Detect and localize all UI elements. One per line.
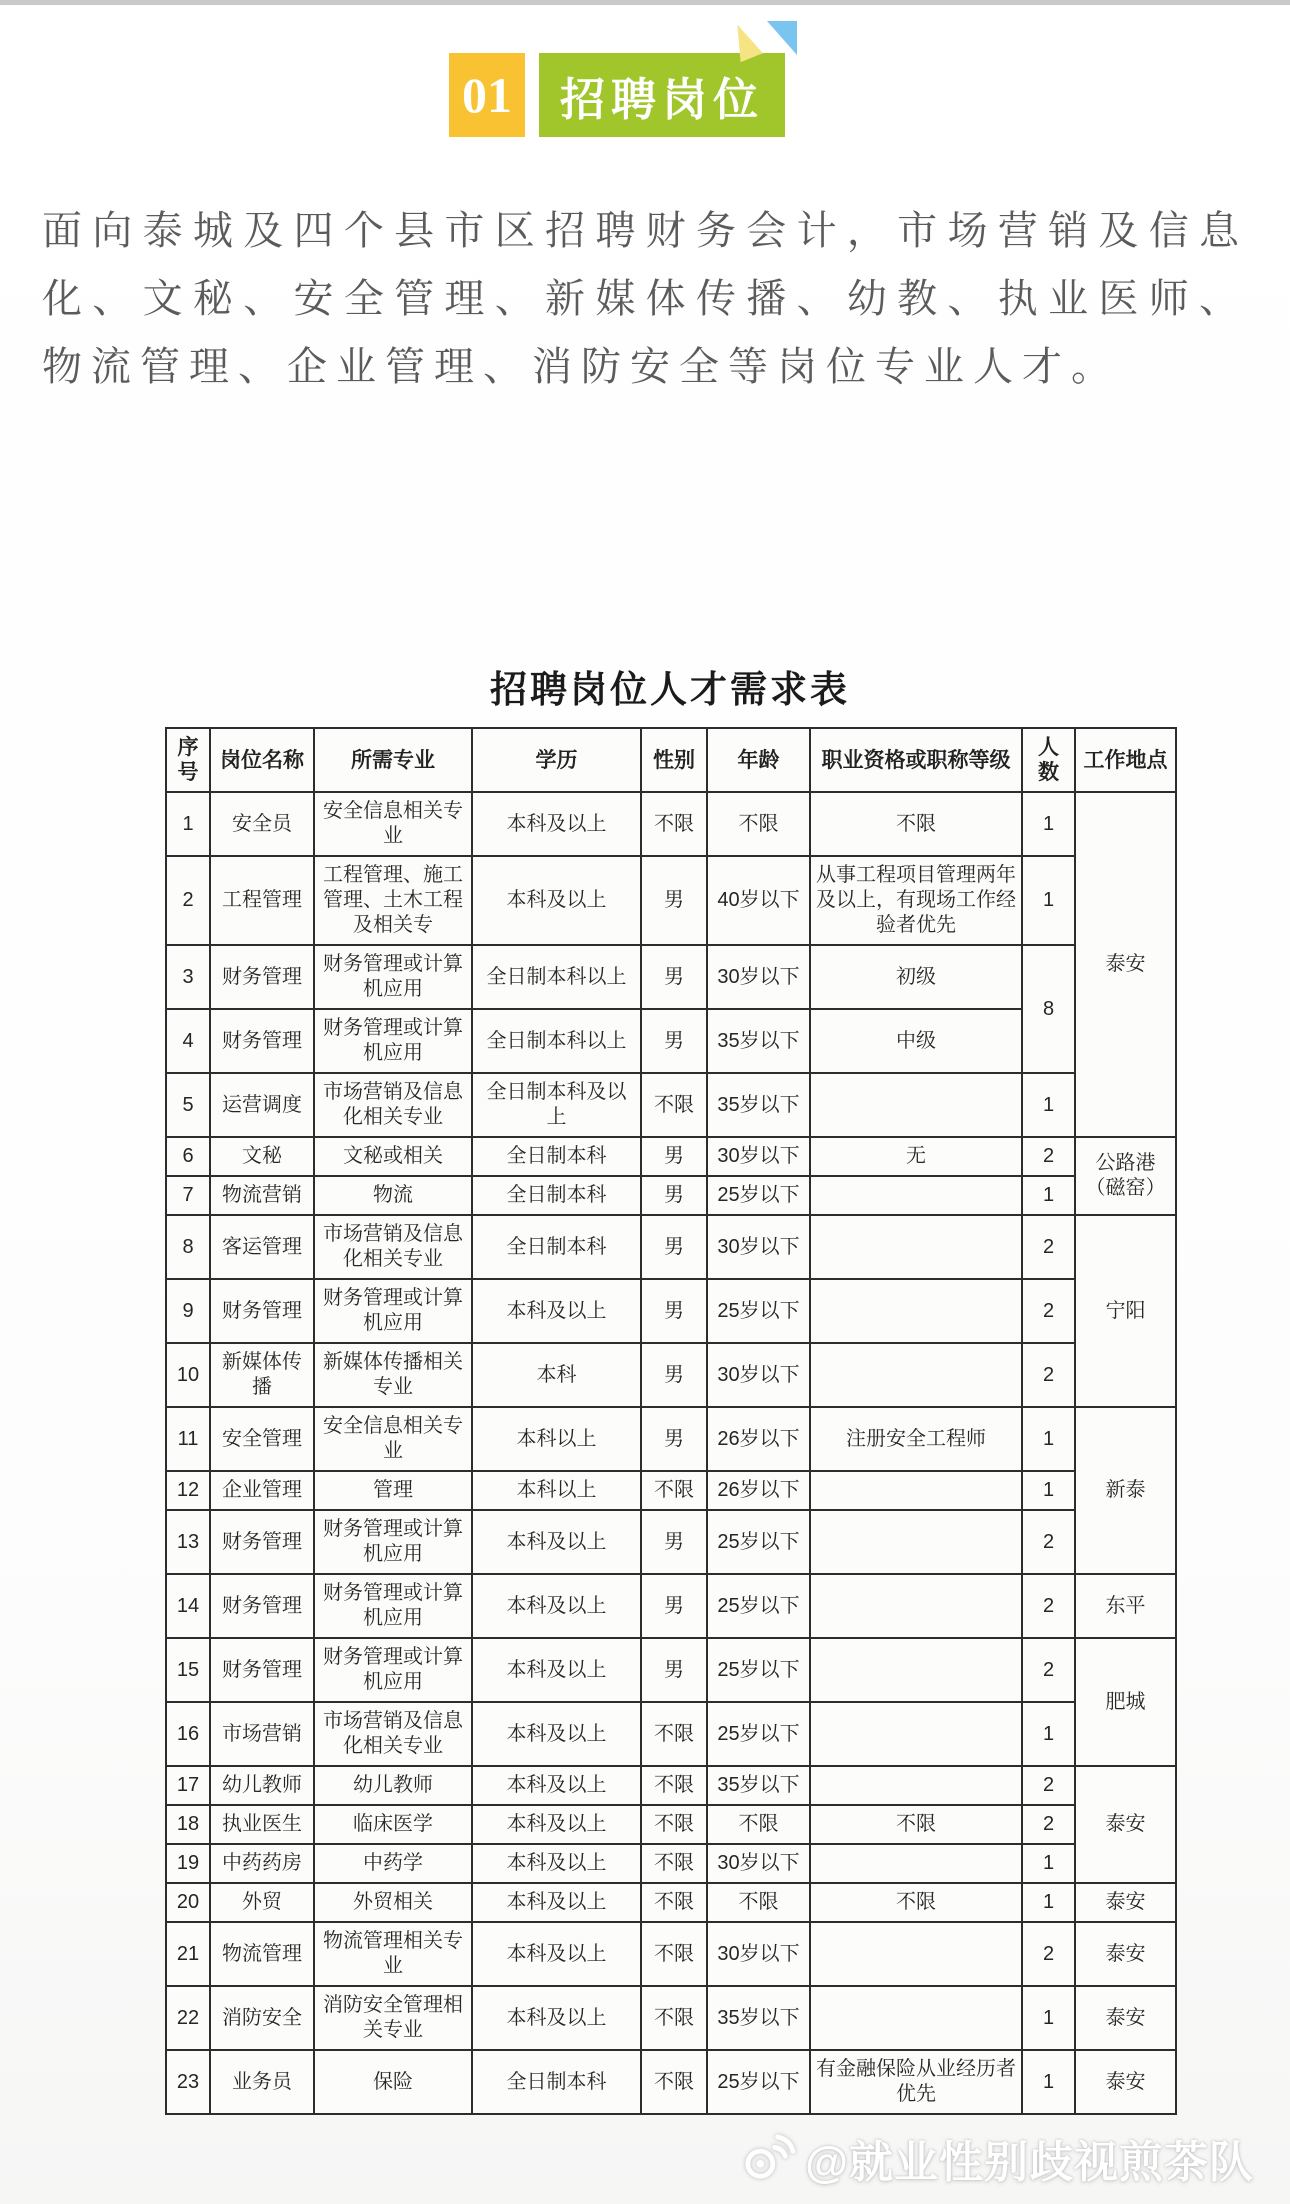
table-cell: 本科及以上 [472, 1766, 641, 1805]
table-cell: 10 [166, 1343, 210, 1407]
table-cell: 1 [1022, 1883, 1075, 1922]
table-cell: 本科及以上 [472, 1510, 641, 1574]
table-cell [810, 1176, 1022, 1215]
table-cell: 13 [166, 1510, 210, 1574]
table-title: 招聘岗位人才需求表 [490, 670, 850, 711]
table-cell: 不限 [641, 1844, 707, 1883]
table-cell: 30岁以下 [707, 1343, 810, 1407]
table-cell: 工程管理 [210, 856, 314, 945]
table-cell: 本科及以上 [472, 856, 641, 945]
table-cell [810, 1922, 1022, 1986]
requirements-table [165, 727, 1177, 2115]
table-cell: 男 [641, 1279, 707, 1343]
table-cell: 2 [1022, 1137, 1075, 1176]
col-header-position: 岗位名称 [210, 728, 314, 792]
table-cell [810, 1471, 1022, 1510]
table-cell: 1 [1022, 1407, 1075, 1471]
table-cell: 25岁以下 [707, 1510, 810, 1574]
table-row [166, 1137, 1176, 1176]
table-cell: 2 [1022, 1574, 1075, 1638]
table-cell: 1 [1022, 792, 1075, 856]
table-cell: 30岁以下 [707, 1922, 810, 1986]
table-cell: 财务管理 [210, 1638, 314, 1702]
table-cell: 幼儿教师 [210, 1766, 314, 1805]
table-header-row [166, 728, 1176, 792]
table-cell: 1 [1022, 1176, 1075, 1215]
table-row [166, 1471, 1176, 1510]
table-cell: 不限 [641, 1073, 707, 1137]
table-cell [810, 1702, 1022, 1766]
table-cell: 25岁以下 [707, 1638, 810, 1702]
triangle-decoration-yellow-icon [727, 20, 763, 62]
table-cell: 2 [1022, 1638, 1075, 1702]
table-cell: 5 [166, 1073, 210, 1137]
table-row [166, 1407, 1176, 1471]
table-cell: 运营调度 [210, 1073, 314, 1137]
table-cell: 男 [641, 1009, 707, 1073]
table-cell: 中药学 [314, 1844, 472, 1883]
table-cell: 21 [166, 1922, 210, 1986]
table-cell: 管理 [314, 1471, 472, 1510]
table-cell: 25岁以下 [707, 1176, 810, 1215]
table-cell: 市场营销及信息化相关专业 [314, 1073, 472, 1137]
table-cell: 35岁以下 [707, 1073, 810, 1137]
table-cell: 19 [166, 1844, 210, 1883]
table-row [166, 1073, 1176, 1137]
section-title-box [539, 53, 785, 137]
table-cell [810, 1766, 1022, 1805]
table-cell: 全日制本科及以上 [472, 1073, 641, 1137]
table-cell: 泰安 [1075, 1922, 1176, 1986]
table-row [166, 1343, 1176, 1407]
table-cell: 25岁以下 [707, 2050, 810, 2114]
table-cell: 男 [641, 1638, 707, 1702]
table-cell: 财务管理或计算机应用 [314, 1009, 472, 1073]
table-cell: 1 [166, 792, 210, 856]
table-cell: 不限 [810, 792, 1022, 856]
col-header-index: 序号 [166, 728, 210, 792]
table-cell: 财务管理 [210, 1279, 314, 1343]
table-cell: 1 [1022, 1986, 1075, 2050]
table-cell: 肥城 [1075, 1638, 1176, 1766]
table-cell: 11 [166, 1407, 210, 1471]
table-cell: 业务员 [210, 2050, 314, 2114]
table-cell: 新媒体传播相关专业 [314, 1343, 472, 1407]
table-cell: 泰安 [1075, 1766, 1176, 1883]
table-row [166, 1215, 1176, 1279]
col-header-education: 学历 [472, 728, 641, 792]
table-cell: 男 [641, 1176, 707, 1215]
table-cell: 本科以上 [472, 1471, 641, 1510]
table-cell: 泰安 [1075, 2050, 1176, 2114]
table-row [166, 792, 1176, 856]
table-cell: 16 [166, 1702, 210, 1766]
table-cell: 全日制本科 [472, 1176, 641, 1215]
table-cell: 全日制本科 [472, 1137, 641, 1176]
table-cell: 财务管理 [210, 1574, 314, 1638]
table-cell: 新媒体传播 [210, 1343, 314, 1407]
table-cell: 26岁以下 [707, 1407, 810, 1471]
table-cell: 14 [166, 1574, 210, 1638]
table-cell: 1 [1022, 1073, 1075, 1137]
table-cell: 不限 [641, 1986, 707, 2050]
table-cell: 40岁以下 [707, 856, 810, 945]
table-cell: 本科及以上 [472, 1574, 641, 1638]
table-cell: 20 [166, 1883, 210, 1922]
table-cell: 不限 [641, 792, 707, 856]
table-cell [810, 1986, 1022, 2050]
table-cell: 男 [641, 1343, 707, 1407]
table-cell: 文秘 [210, 1137, 314, 1176]
table-cell: 泰安 [1075, 792, 1176, 1137]
table-cell: 2 [1022, 1922, 1075, 1986]
table-cell: 不限 [707, 1805, 810, 1844]
table-cell: 男 [641, 1215, 707, 1279]
table-cell: 男 [641, 945, 707, 1009]
table-cell: 不限 [641, 1922, 707, 1986]
table-cell: 30岁以下 [707, 1215, 810, 1279]
col-header-major: 所需专业 [314, 728, 472, 792]
table-cell: 全日制本科以上 [472, 945, 641, 1009]
table-cell: 30岁以下 [707, 945, 810, 1009]
table-row [166, 856, 1176, 945]
table-cell: 财务管理或计算机应用 [314, 1574, 472, 1638]
col-header-gender: 性别 [641, 728, 707, 792]
table-cell: 企业管理 [210, 1471, 314, 1510]
table-cell: 无 [810, 1137, 1022, 1176]
table-cell: 泰安 [1075, 1986, 1176, 2050]
table-cell: 财务管理或计算机应用 [314, 1638, 472, 1702]
table-cell: 本科及以上 [472, 1883, 641, 1922]
table-cell: 26岁以下 [707, 1471, 810, 1510]
col-header-qualification: 职业资格或职称等级 [810, 728, 1022, 792]
table-cell: 幼儿教师 [314, 1766, 472, 1805]
table-row [166, 1986, 1176, 2050]
table-row [166, 1279, 1176, 1343]
table-cell: 消防安全管理相关专业 [314, 1986, 472, 2050]
table-cell: 30岁以下 [707, 1844, 810, 1883]
table-cell: 男 [641, 1137, 707, 1176]
table-cell: 外贸 [210, 1883, 314, 1922]
weibo-logo-icon [739, 2134, 797, 2182]
table-cell: 本科 [472, 1343, 641, 1407]
table-cell: 宁阳 [1075, 1215, 1176, 1407]
table-cell: 不限 [810, 1883, 1022, 1922]
table-cell: 2 [1022, 1343, 1075, 1407]
triangle-decoration-blue-icon [767, 21, 797, 55]
table-cell: 市场营销 [210, 1702, 314, 1766]
top-edge-line [0, 0, 1290, 5]
table-cell: 35岁以下 [707, 1009, 810, 1073]
table-section [165, 659, 1175, 2115]
table-cell: 1 [1022, 2050, 1075, 2114]
table-body [166, 792, 1176, 2114]
table-cell: 中级 [810, 1009, 1022, 1073]
table-cell: 物流营销 [210, 1176, 314, 1215]
table-cell: 不限 [641, 1805, 707, 1844]
table-cell: 不限 [641, 1702, 707, 1766]
table-cell: 2 [1022, 1279, 1075, 1343]
table-cell: 25岁以下 [707, 1279, 810, 1343]
table-cell: 执业医生 [210, 1805, 314, 1844]
table-cell: 东平 [1075, 1574, 1176, 1638]
table-cell: 本科及以上 [472, 1279, 641, 1343]
table-row [166, 945, 1176, 1009]
table-row [166, 1574, 1176, 1638]
table-cell: 财务管理或计算机应用 [314, 945, 472, 1009]
col-header-age: 年龄 [707, 728, 810, 792]
col-header-location: 工作地点 [1075, 728, 1176, 792]
table-cell [810, 1844, 1022, 1883]
col-header-count: 人数 [1022, 728, 1075, 792]
table-cell: 22 [166, 1986, 210, 2050]
table-cell: 不限 [641, 2050, 707, 2114]
table-cell [810, 1343, 1022, 1407]
table-cell: 财务管理 [210, 945, 314, 1009]
table-row [166, 1805, 1176, 1844]
table-cell: 本科及以上 [472, 1805, 641, 1844]
table-cell: 1 [1022, 1471, 1075, 1510]
table-cell: 文秘或相关 [314, 1137, 472, 1176]
table-cell [810, 1574, 1022, 1638]
table-cell: 全日制本科 [472, 2050, 641, 2114]
table-cell: 不限 [641, 1471, 707, 1510]
table-cell: 1 [1022, 1702, 1075, 1766]
table-cell: 泰安 [1075, 1883, 1176, 1922]
section-badge [449, 53, 1290, 137]
table-cell: 消防安全 [210, 1986, 314, 2050]
table-cell: 安全管理 [210, 1407, 314, 1471]
table-cell: 全日制本科 [472, 1215, 641, 1279]
table-cell: 保险 [314, 2050, 472, 2114]
table-cell: 本科及以上 [472, 1986, 641, 2050]
table-cell: 18 [166, 1805, 210, 1844]
table-cell: 不限 [641, 1883, 707, 1922]
table-cell: 不限 [707, 792, 810, 856]
table-cell: 35岁以下 [707, 1986, 810, 2050]
table-cell: 12 [166, 1471, 210, 1510]
table-cell [810, 1215, 1022, 1279]
table-cell: 工程管理、施工管理、土木工程及相关专 [314, 856, 472, 945]
table-cell: 23 [166, 2050, 210, 2114]
table-cell: 2 [1022, 1805, 1075, 1844]
table-cell [810, 1510, 1022, 1574]
table-cell: 财务管理 [210, 1510, 314, 1574]
table-cell: 本科及以上 [472, 1844, 641, 1883]
table-cell: 男 [641, 1574, 707, 1638]
watermark-text: @就业性别歧视煎茶队 [805, 2138, 1254, 2187]
table-cell: 全日制本科以上 [472, 1009, 641, 1073]
table-cell: 公路港（磁窑） [1075, 1137, 1176, 1215]
table-cell: 从事工程项目管理两年及以上，有现场工作经验者优先 [810, 856, 1022, 945]
table-cell: 客运管理 [210, 1215, 314, 1279]
table-cell: 物流 [314, 1176, 472, 1215]
section-number-box [449, 53, 525, 137]
table-cell: 本科及以上 [472, 792, 641, 856]
table-cell: 安全员 [210, 792, 314, 856]
table-row [166, 1766, 1176, 1805]
table-cell: 物流管理相关专业 [314, 1922, 472, 1986]
section-number: 01 [462, 67, 512, 123]
table-cell: 7 [166, 1176, 210, 1215]
table-cell: 有金融保险从业经历者优先 [810, 2050, 1022, 2114]
table-cell [810, 1638, 1022, 1702]
table-row [166, 1510, 1176, 1574]
watermark [739, 2126, 1254, 2190]
table-row [166, 1844, 1176, 1883]
table-cell: 不限 [707, 1883, 810, 1922]
table-cell: 8 [166, 1215, 210, 1279]
table-cell: 25岁以下 [707, 1702, 810, 1766]
table-row [166, 1638, 1176, 1702]
table-cell: 财务管理 [210, 1009, 314, 1073]
table-cell: 男 [641, 1510, 707, 1574]
table-cell [810, 1073, 1022, 1137]
table-cell: 中药药房 [210, 1844, 314, 1883]
table-cell: 临床医学 [314, 1805, 472, 1844]
table-cell: 外贸相关 [314, 1883, 472, 1922]
table-cell: 25岁以下 [707, 1574, 810, 1638]
table-cell: 17 [166, 1766, 210, 1805]
table-cell: 不限 [641, 1766, 707, 1805]
table-cell: 新泰 [1075, 1407, 1176, 1574]
table-cell: 8 [1022, 945, 1075, 1073]
table-cell: 35岁以下 [707, 1766, 810, 1805]
table-cell: 本科及以上 [472, 1702, 641, 1766]
table-cell: 6 [166, 1137, 210, 1176]
table-cell: 本科及以上 [472, 1922, 641, 1986]
table-cell: 物流管理 [210, 1922, 314, 1986]
table-row [166, 1922, 1176, 1986]
intro-paragraph: 面向泰城及四个县市区招聘财务会计，市场营销及信息化、文秘、安全管理、新媒体传播、幼教、执业医师、物流管理、企业管理、消防安全等岗位专业人才。 [42, 209, 1248, 389]
table-cell: 男 [641, 1407, 707, 1471]
table-row [166, 1883, 1176, 1922]
table-cell: 1 [1022, 856, 1075, 945]
table-cell: 安全信息相关专业 [314, 792, 472, 856]
table-row [166, 2050, 1176, 2114]
table-cell: 初级 [810, 945, 1022, 1009]
table-cell: 安全信息相关专业 [314, 1407, 472, 1471]
table-cell: 2 [1022, 1215, 1075, 1279]
section-title: 招聘岗位 [559, 73, 764, 125]
table-cell: 30岁以下 [707, 1137, 810, 1176]
table-cell: 2 [166, 856, 210, 945]
table-cell: 1 [1022, 1844, 1075, 1883]
table-cell: 市场营销及信息化相关专业 [314, 1702, 472, 1766]
table-cell [810, 1279, 1022, 1343]
table-row [166, 1176, 1176, 1215]
table-cell: 财务管理或计算机应用 [314, 1279, 472, 1343]
table-cell: 2 [1022, 1766, 1075, 1805]
table-cell: 4 [166, 1009, 210, 1073]
table-cell: 财务管理或计算机应用 [314, 1510, 472, 1574]
table-cell: 不限 [810, 1805, 1022, 1844]
table-cell: 本科及以上 [472, 1638, 641, 1702]
table-cell: 注册安全工程师 [810, 1407, 1022, 1471]
table-cell: 15 [166, 1638, 210, 1702]
table-cell: 3 [166, 945, 210, 1009]
table-row [166, 1702, 1176, 1766]
table-cell: 男 [641, 856, 707, 945]
table-cell: 2 [1022, 1510, 1075, 1574]
table-cell: 市场营销及信息化相关专业 [314, 1215, 472, 1279]
table-cell: 本科以上 [472, 1407, 641, 1471]
table-cell: 9 [166, 1279, 210, 1343]
